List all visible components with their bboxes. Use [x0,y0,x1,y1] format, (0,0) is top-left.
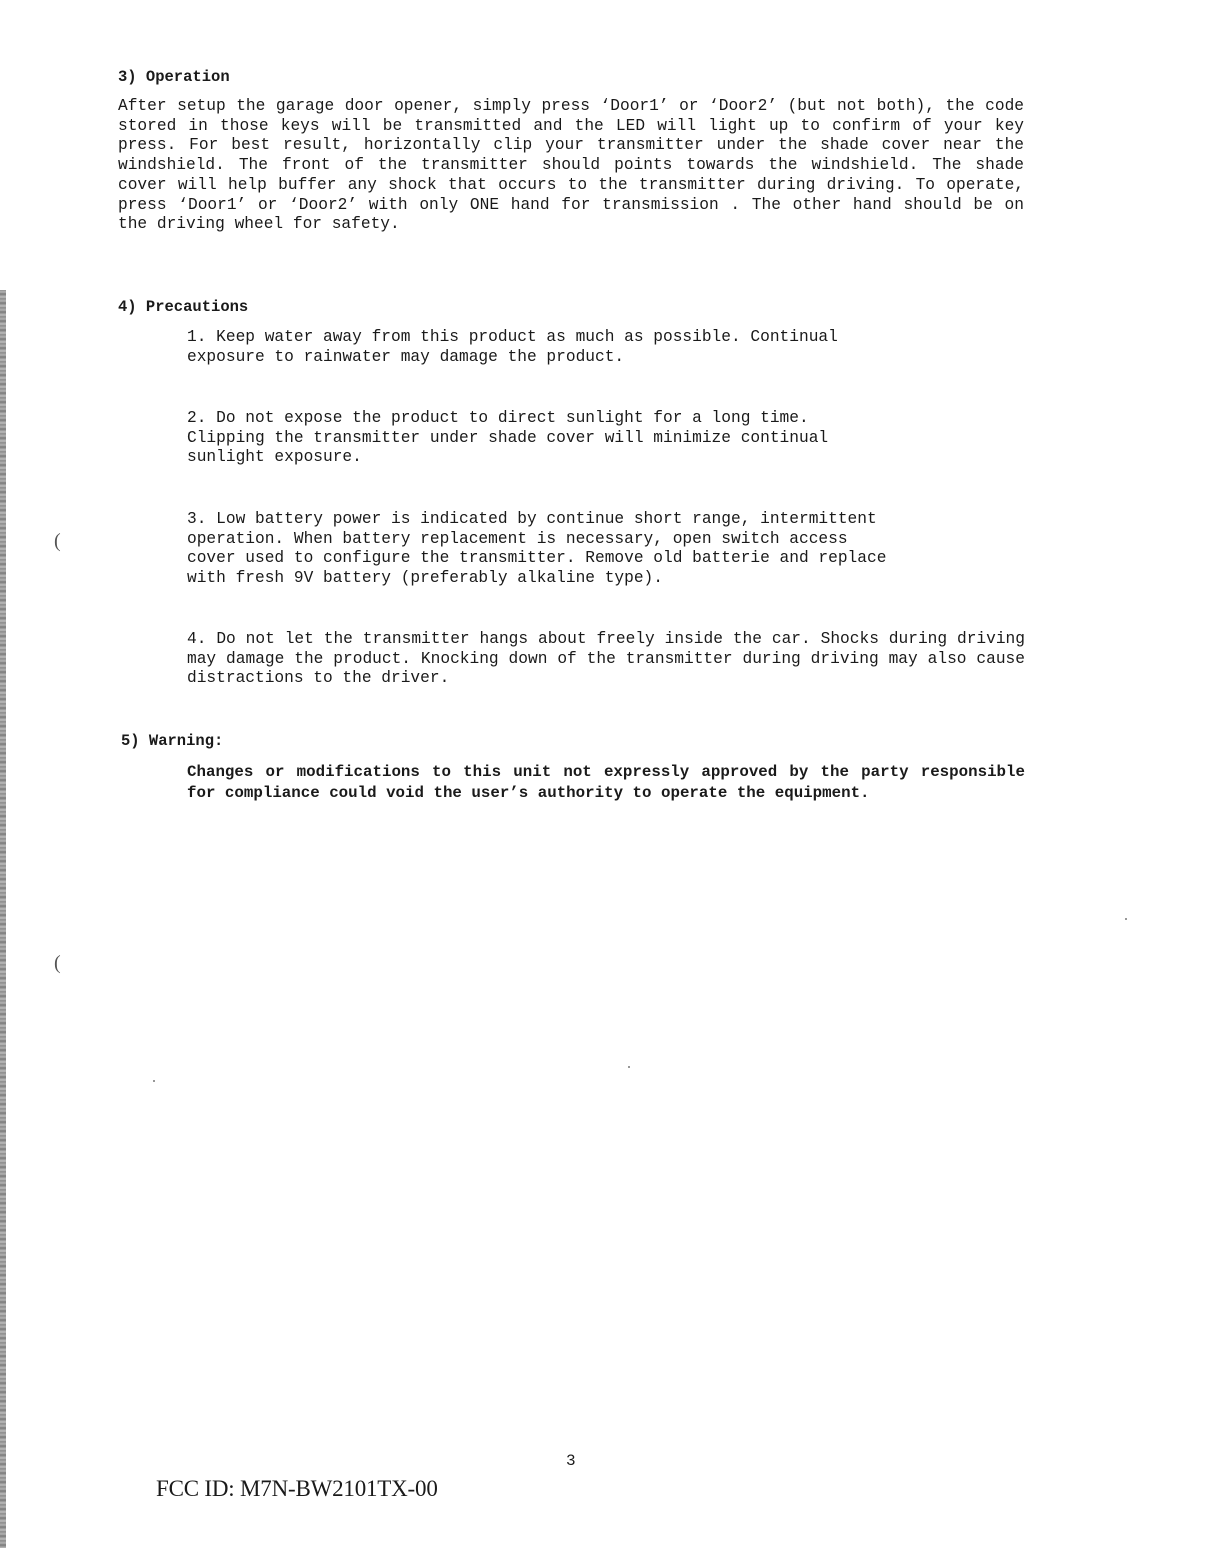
precautions-heading: 4) Precautions [118,298,249,316]
page-number: 3 [566,1452,576,1470]
precaution-item: 4. Do not let the transmitter hangs about freely inside the car. Shocks during driving may damage the product. Knocking down of the transmitter during driving may also cause distractions to the driver. [187,630,1025,688]
warning-paragraph: Changes or modifications to this unit not expressly approved by the party responsible for compliance could void the user’s authority to operate the equipment. [187,763,1025,802]
scan-edge-shadow [0,290,6,1548]
precaution-item: 3. Low battery power is indicated by continue short range, intermittent operation. When battery replacement is necessary, open switch access cover used to configure the transmitter. Remove old batterie and replace with fresh 9V battery (preferably alkaline type). [187,510,887,588]
scan-speck [153,1080,155,1082]
fcc-id-label: FCC ID: M7N-BW2101TX-00 [156,1476,438,1501]
warning-heading: 5) Warning: [121,732,224,750]
scan-speck [1125,918,1127,920]
scan-speck [628,1066,630,1068]
operation-heading: 3) Operation [118,68,230,86]
precaution-item: 1. Keep water away from this product as much as possible. Continual exposure to rainwater may damage the product. [187,328,838,366]
operation-paragraph: After setup the garage door opener, simply press ‘Door1’ or ‘Door2’ (but not both), the code stored in those keys will be transmitted and the LED will light up to confirm of your key press. For best result, horizontally clip your transmitter under the shade cover near the windshield. The front of the transmitter should points towards the windshield. The shade cover will help buffer any shock that occurs to the transmitter during driving. To operate, press ‘Door1’ or ‘Door2’ with only ONE hand for transmission . The other hand should be on the driving wheel for safety. [118,97,1024,234]
precaution-item: 2. Do not expose the product to direct sunlight for a long time. Clipping the transmitter under shade cover will minimize continual sunlight exposure. [187,409,829,467]
margin-mark: ( [54,530,61,552]
margin-mark: ( [54,952,61,974]
